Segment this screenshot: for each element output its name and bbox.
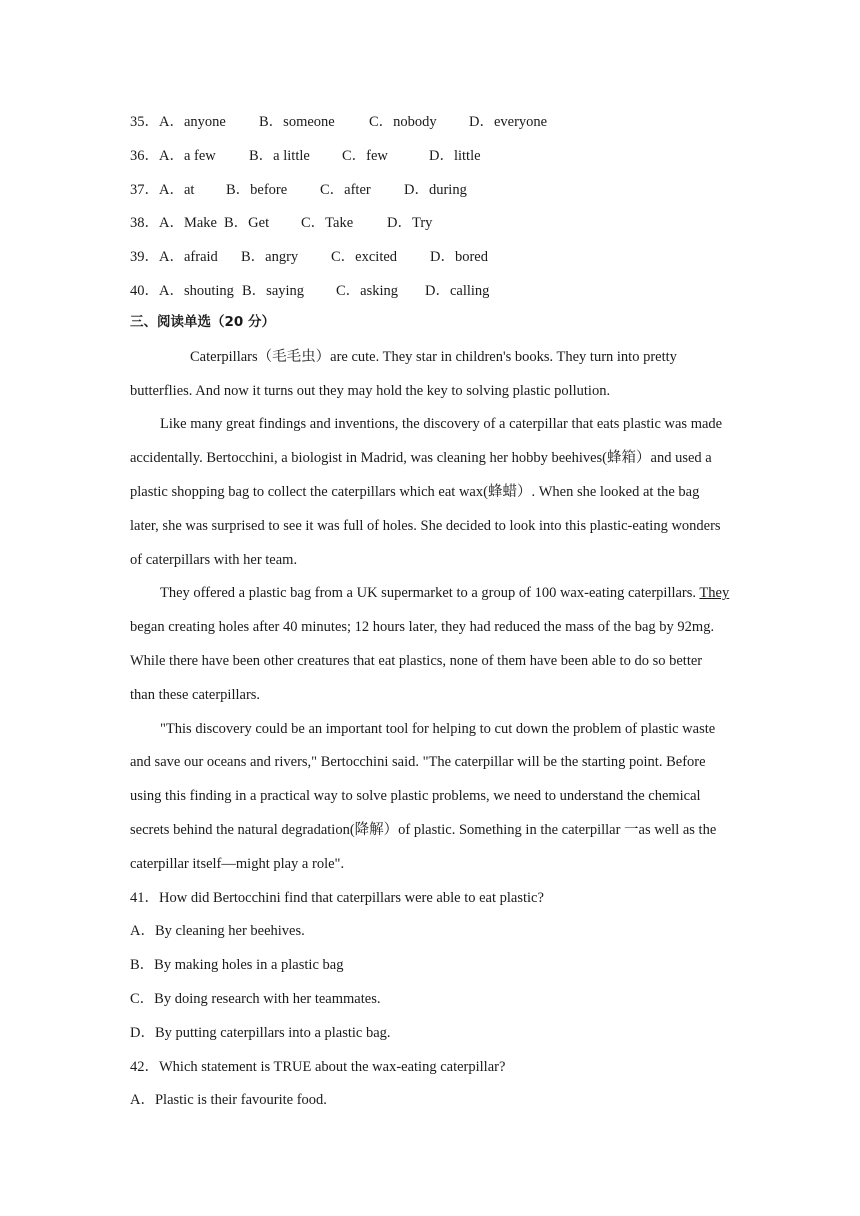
option-a: A．shouting xyxy=(159,282,234,299)
passage-paragraph-4: "This discovery could be an important tool for helping to cut down the problem of plastic waste and save our oceans and rivers," Bertocchini said. "The caterpillar will be the starting point. Before using this finding in a practical way to solve plastic problems, we need to understand the chemical secrets behind the natural degradation(降解）of plastic. Something in the caterpillar 一as well as the caterpillar itself—might play a role". xyxy=(130,720,717,872)
paragraph-3-start: They offered a plastic bag from a UK supermarket to a group of 100 wax-eating caterpillars. xyxy=(160,585,697,602)
question-number: 35． xyxy=(130,114,159,130)
option-c: C．nobody xyxy=(369,114,437,130)
answer-option: C．By doing research with her teammates. xyxy=(130,990,381,1007)
answer-option: A．Plastic is their favourite food. xyxy=(130,1092,327,1109)
option-a: A．afraid xyxy=(159,249,218,266)
option-b: B．saying xyxy=(242,282,305,299)
question-42 xyxy=(130,1051,730,1119)
passage-paragraph-2: Like many great findings and inventions, the discovery of a caterpillar that eats plastic was made accidentally. Bertocchini, a biologist in Madrid, was cleaning her hobby beehives(蜂箱）and used a plastic shopping bag to collect the caterpillars which eat wax(蜂蜡）. When she looked at the bag later, she was surprised to see it was full of holes. She decided to look into this plastic-eating wonders of caterpillars with her team. xyxy=(130,416,723,568)
question-number: 36． xyxy=(130,147,159,164)
option-b: B．someone xyxy=(259,114,335,130)
option-b: B．Get xyxy=(224,215,270,232)
passage-paragraph-1: Caterpillars（毛毛虫）are cute. They star in children's books. They turn into pretty butterflies. And now it turns out they may hold the key to solving plastic pollution. xyxy=(130,348,677,399)
option-row-40 xyxy=(130,277,730,311)
option-c: C．asking xyxy=(336,282,399,299)
option-d: D．during xyxy=(404,181,467,198)
answer-option: A．By cleaning her beehives. xyxy=(130,923,305,940)
option-c: C．few xyxy=(342,147,388,164)
option-row-35 xyxy=(130,108,730,142)
option-c: C．after xyxy=(320,181,371,198)
exam-page xyxy=(130,108,730,1118)
passage-paragraph-3 xyxy=(130,577,730,712)
option-d: D．Try xyxy=(387,215,433,232)
option-c: C．Take xyxy=(301,215,354,232)
answer-option: B．By making holes in a plastic bag xyxy=(130,957,344,974)
option-row-37 xyxy=(130,176,730,210)
option-d: D．little xyxy=(429,147,481,164)
cloze-options-block xyxy=(130,108,730,311)
answer-option: D．By putting caterpillars into a plastic bag. xyxy=(130,1024,391,1041)
question-stem: 42．Which statement is TRUE about the wax-eating caterpillar? xyxy=(130,1058,506,1075)
question-number: 38． xyxy=(130,215,159,232)
option-row-38 xyxy=(130,209,730,243)
option-row-36 xyxy=(130,142,730,176)
option-d: D．bored xyxy=(430,249,488,266)
question-number: 40． xyxy=(130,282,159,299)
section-title: 三、阅读单选（20 分） xyxy=(130,313,275,330)
paragraph-3-rest: began creating holes after 40 minutes; 12 hours later, they had reduced the mass of the bag by 92mg. While there have been other creatures that eat plastics, none of them have been able to do so better than these caterpillars. xyxy=(130,619,715,703)
question-stem: 41．How did Bertocchini find that caterpillars were able to eat plastic? xyxy=(130,889,544,906)
option-a: A．Make xyxy=(159,215,217,232)
option-row-39 xyxy=(130,243,730,277)
question-number: 37． xyxy=(130,181,159,198)
option-c: C．excited xyxy=(331,249,398,266)
option-d: D．calling xyxy=(425,282,490,299)
option-b: B．a little xyxy=(249,147,310,164)
question-41 xyxy=(130,882,730,1051)
question-number: 39． xyxy=(130,249,159,266)
option-a: A．anyone xyxy=(159,114,226,130)
reading-passage xyxy=(130,341,730,882)
option-a: A．a few xyxy=(159,147,216,164)
option-b: B．angry xyxy=(241,249,299,266)
option-b: B．before xyxy=(226,181,288,198)
option-a: A．at xyxy=(159,181,195,198)
underlined-word: They xyxy=(699,585,730,602)
option-d: D．everyone xyxy=(469,114,548,130)
